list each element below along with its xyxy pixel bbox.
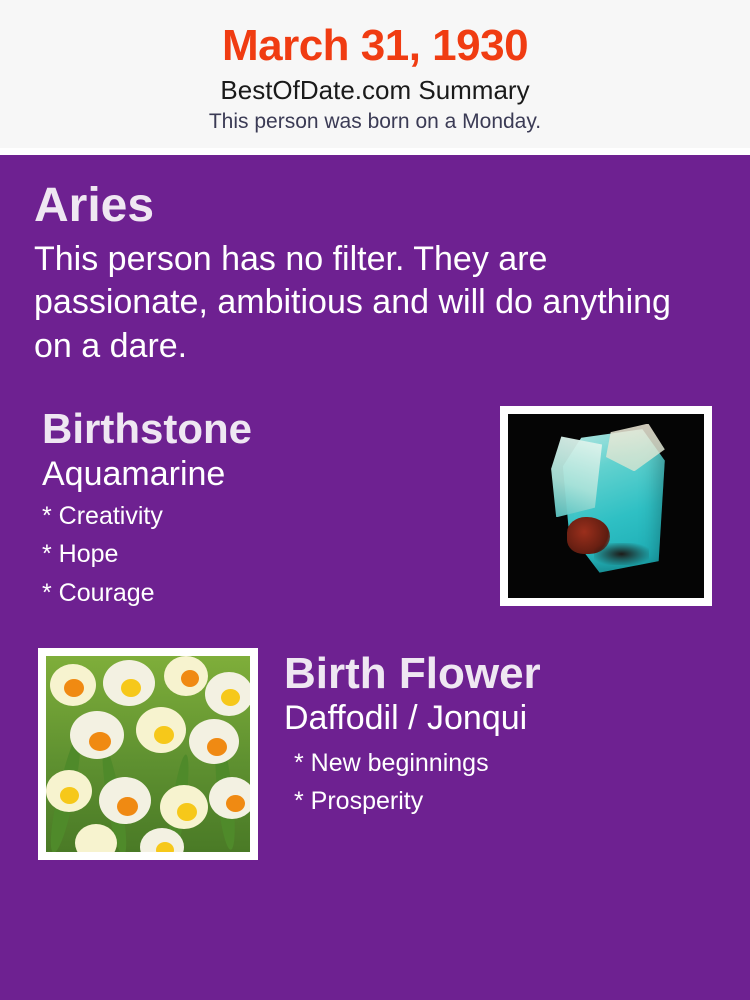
born-day-note: This person was born on a Monday. — [208, 110, 542, 134]
birthstone-trait: * Creativity — [42, 501, 163, 530]
header-divider — [0, 148, 750, 155]
birth-flower-trait: * Prosperity — [294, 787, 424, 816]
birthstone-name: Aquamarine — [42, 454, 226, 493]
birth-flower-image-frame — [38, 648, 258, 860]
birth-flower-section — [34, 648, 716, 860]
crystal-shape-icon — [551, 436, 602, 517]
daffodil-center-icon — [156, 842, 174, 852]
birthstone-trait: * Hope — [42, 540, 119, 569]
birthstone-text — [34, 406, 252, 618]
page-title: March 31, 1930 — [221, 21, 529, 70]
daffodil-center-icon — [177, 803, 197, 821]
daffodil-center-icon — [181, 670, 199, 687]
birth-flower-trait: * New beginnings — [294, 748, 489, 777]
birthstone-title: Birthstone — [42, 405, 252, 453]
birthstone-trait: * Courage — [42, 579, 155, 608]
birth-flower-title: Birth Flower — [284, 648, 541, 698]
daffodil-icon — [75, 824, 117, 851]
zodiac-sign-title: Aries — [34, 179, 155, 233]
aquamarine-crystal-photo — [508, 414, 704, 598]
card-header — [0, 0, 750, 148]
site-summary-label: BestOfDate.com Summary — [220, 75, 530, 106]
details-panel — [0, 155, 750, 1000]
daffodil-flowers-photo — [46, 656, 250, 852]
birth-flower-name: Daffodil / Jonqui — [284, 699, 528, 738]
mineral-inclusion-icon — [594, 543, 649, 565]
birthstone-section — [34, 406, 716, 618]
birthstone-image-frame — [500, 406, 712, 606]
daffodil-center-icon — [226, 795, 245, 812]
birth-flower-text — [258, 648, 716, 826]
zodiac-description: This person has no filter. They are passionate, ambitious and will do anything on a dare. — [34, 239, 671, 365]
